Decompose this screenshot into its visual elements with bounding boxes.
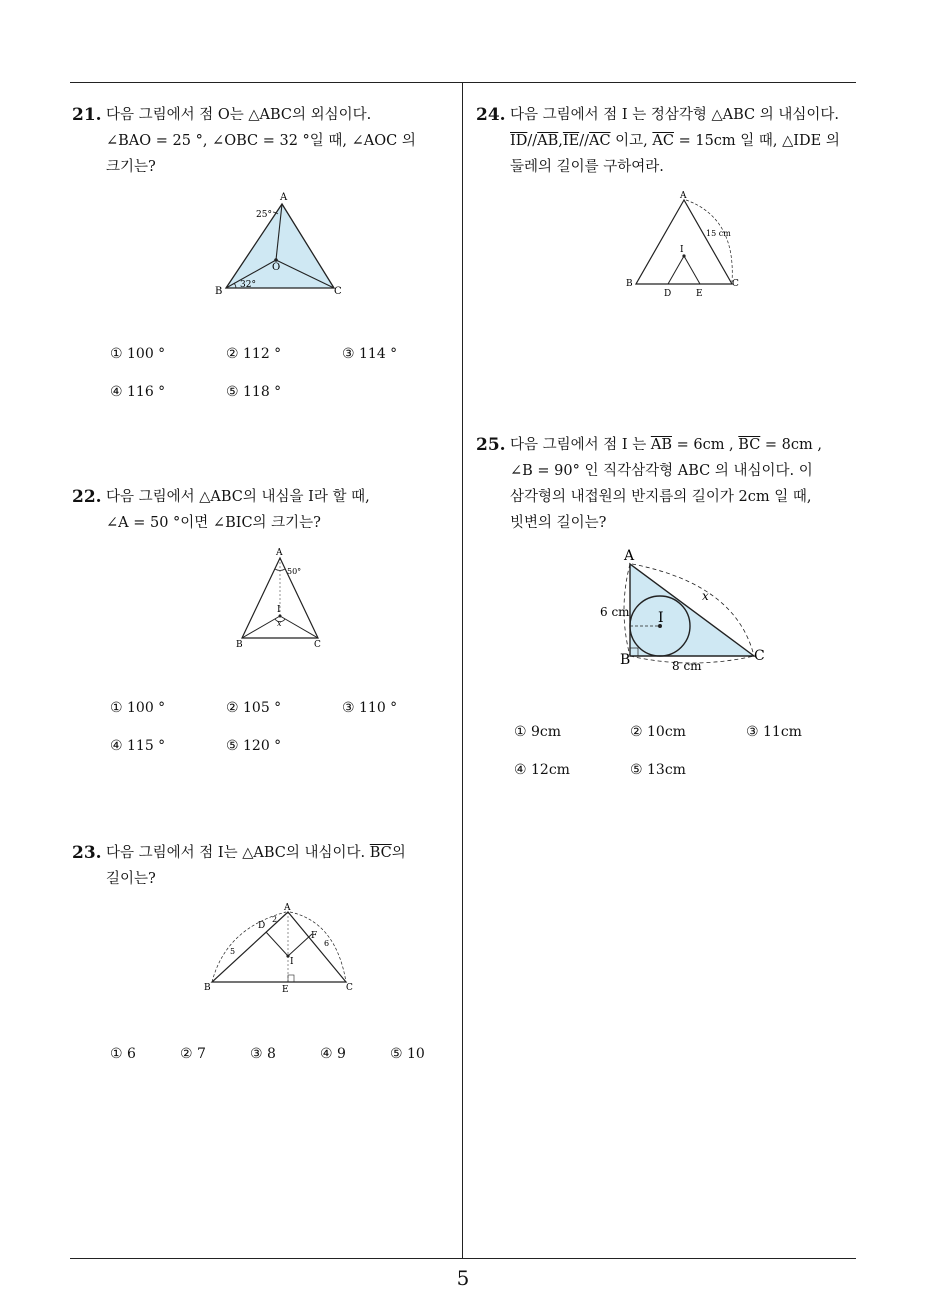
label-i: I	[658, 610, 664, 626]
label-x: x	[277, 619, 282, 628]
choice-3[interactable]: ③ 110 °	[342, 700, 398, 716]
segment-ac: $\overline{AC}$	[652, 133, 674, 149]
figure-q21-triangle	[210, 190, 360, 298]
figure-q24-triangle	[620, 188, 750, 298]
segment-ab: $\overline{AB}$	[537, 133, 559, 149]
question-text: 둘레의 길이를 구하여라.	[510, 159, 664, 175]
page-number: 5	[456, 1266, 470, 1290]
label-b: B	[204, 983, 211, 993]
choice-5[interactable]: ⑤ 118 °	[226, 384, 282, 400]
comma: ,	[558, 133, 563, 149]
choice-3[interactable]: ③ 11cm	[746, 724, 802, 740]
length-bc: 8 cm	[672, 659, 702, 673]
label-d: D	[664, 289, 672, 298]
label-e: E	[282, 985, 289, 995]
question-24	[476, 102, 840, 180]
choice-5[interactable]: ⑤ 10	[390, 1046, 425, 1062]
question-text: 의	[391, 845, 406, 861]
question-number: 23.	[72, 843, 102, 863]
segment-ie: $\overline{IE}$	[562, 133, 580, 149]
question-text: 다음 그림에서 점 I 는	[510, 437, 651, 453]
question-22	[72, 484, 370, 536]
label-a: A	[284, 903, 291, 913]
choice-2[interactable]: ② 7	[180, 1046, 206, 1062]
label-b: B	[626, 279, 633, 289]
bottom-rule	[70, 1258, 856, 1259]
label-a: A	[280, 192, 288, 203]
question-text: ∠B = 90° 인 직각삼각형 ABC 의 내심이다. 이	[510, 463, 813, 479]
question-text: 길이는?	[106, 871, 156, 887]
label-x: x	[702, 589, 709, 603]
label-b: B	[215, 286, 223, 297]
choice-4[interactable]: ④ 12cm	[514, 762, 570, 778]
question-text: 다음 그림에서 △ABC의 내심을 I라 할 때,	[106, 489, 370, 505]
length-ab: 6 cm	[600, 605, 630, 619]
question-text: 이고,	[610, 133, 653, 149]
figure-q23-triangle	[196, 898, 366, 998]
question-text: 크기는?	[106, 159, 156, 175]
question-number: 22.	[72, 487, 102, 507]
label-e: E	[696, 289, 703, 298]
figure-q25-right-triangle	[596, 544, 776, 674]
label-i: I	[680, 245, 684, 255]
question-text: = 15cm 일 때, △IDE 의	[673, 133, 840, 149]
choice-2[interactable]: ② 112 °	[226, 346, 282, 362]
angle-label-a: 25°	[256, 210, 272, 220]
choice-3[interactable]: ③ 8	[250, 1046, 276, 1062]
label-c: C	[346, 983, 353, 993]
label-a: A	[276, 548, 283, 558]
label-b: B	[620, 652, 631, 668]
angle-label-b: 32°	[240, 280, 256, 290]
segment-ab: $\overline{AB}$	[650, 437, 672, 453]
angle-label-a: 50°	[287, 567, 302, 576]
question-text: 삼각형의 내접원의 반지름의 길이가 2cm 일 때,	[510, 489, 812, 505]
question-text: ∠A = 50 °이면 ∠BIC의 크기는?	[106, 515, 321, 531]
choice-2[interactable]: ② 10cm	[630, 724, 686, 740]
question-25	[476, 432, 822, 536]
choice-2[interactable]: ② 105 °	[226, 700, 282, 716]
length-2: 2	[272, 915, 278, 924]
question-text: 다음 그림에서 점 I는 △ABC의 내심이다.	[106, 845, 370, 861]
choice-5[interactable]: ⑤ 120 °	[226, 738, 282, 754]
choice-4[interactable]: ④ 9	[320, 1046, 346, 1062]
choice-4[interactable]: ④ 115 °	[110, 738, 166, 754]
label-c: C	[314, 640, 321, 650]
label-i: I	[290, 957, 294, 967]
label-i: I	[277, 605, 281, 615]
label-b: B	[236, 640, 243, 650]
label-o: O	[272, 262, 281, 273]
parallel-symbol: //	[527, 133, 538, 149]
question-number: 25.	[476, 435, 506, 455]
choice-1[interactable]: ① 9cm	[514, 724, 562, 740]
segment-bc: $\overline{BC}$	[738, 437, 761, 453]
label-a: A	[680, 191, 687, 201]
parallel-symbol: //	[579, 133, 589, 149]
top-rule	[70, 82, 856, 83]
choice-1[interactable]: ① 6	[110, 1046, 136, 1062]
choice-1[interactable]: ① 100 °	[110, 700, 166, 716]
segment-ac: $\overline{AC}$	[588, 133, 611, 149]
question-number: 24.	[476, 105, 506, 125]
label-c: C	[754, 648, 765, 664]
length-5: 5	[230, 947, 236, 956]
question-text: 다음 그림에서 점 I 는 정삼각형 △ABC 의 내심이다.	[510, 107, 839, 123]
figure-q22-triangle	[230, 544, 330, 650]
question-text: = 8cm ,	[760, 437, 822, 453]
question-text: = 6cm ,	[671, 437, 739, 453]
question-21	[72, 102, 416, 180]
choice-5[interactable]: ⑤ 13cm	[630, 762, 686, 778]
segment-bc: $\overline{BC}$	[369, 845, 392, 861]
label-c: C	[334, 286, 342, 297]
question-23	[72, 840, 406, 892]
segment-id: $\overline{ID}$	[510, 133, 528, 149]
choice-4[interactable]: ④ 116 °	[110, 384, 166, 400]
question-text: 빗변의 길이는?	[510, 515, 607, 531]
label-f: F	[311, 931, 318, 941]
choice-3[interactable]: ③ 114 °	[342, 346, 398, 362]
column-divider	[462, 82, 463, 1258]
length-ac: 15 cm	[706, 229, 731, 238]
label-c: C	[732, 279, 739, 289]
question-text: ∠BAO = 25 °, ∠OBC = 32 °일 때, ∠AOC 의	[106, 133, 416, 149]
choice-1[interactable]: ① 100 °	[110, 346, 166, 362]
question-number: 21.	[72, 105, 102, 125]
question-text: 다음 그림에서 점 O는 △ABC의 외심이다.	[106, 107, 372, 123]
length-6: 6	[324, 939, 330, 948]
label-a: A	[624, 548, 635, 564]
label-d: D	[258, 921, 266, 931]
